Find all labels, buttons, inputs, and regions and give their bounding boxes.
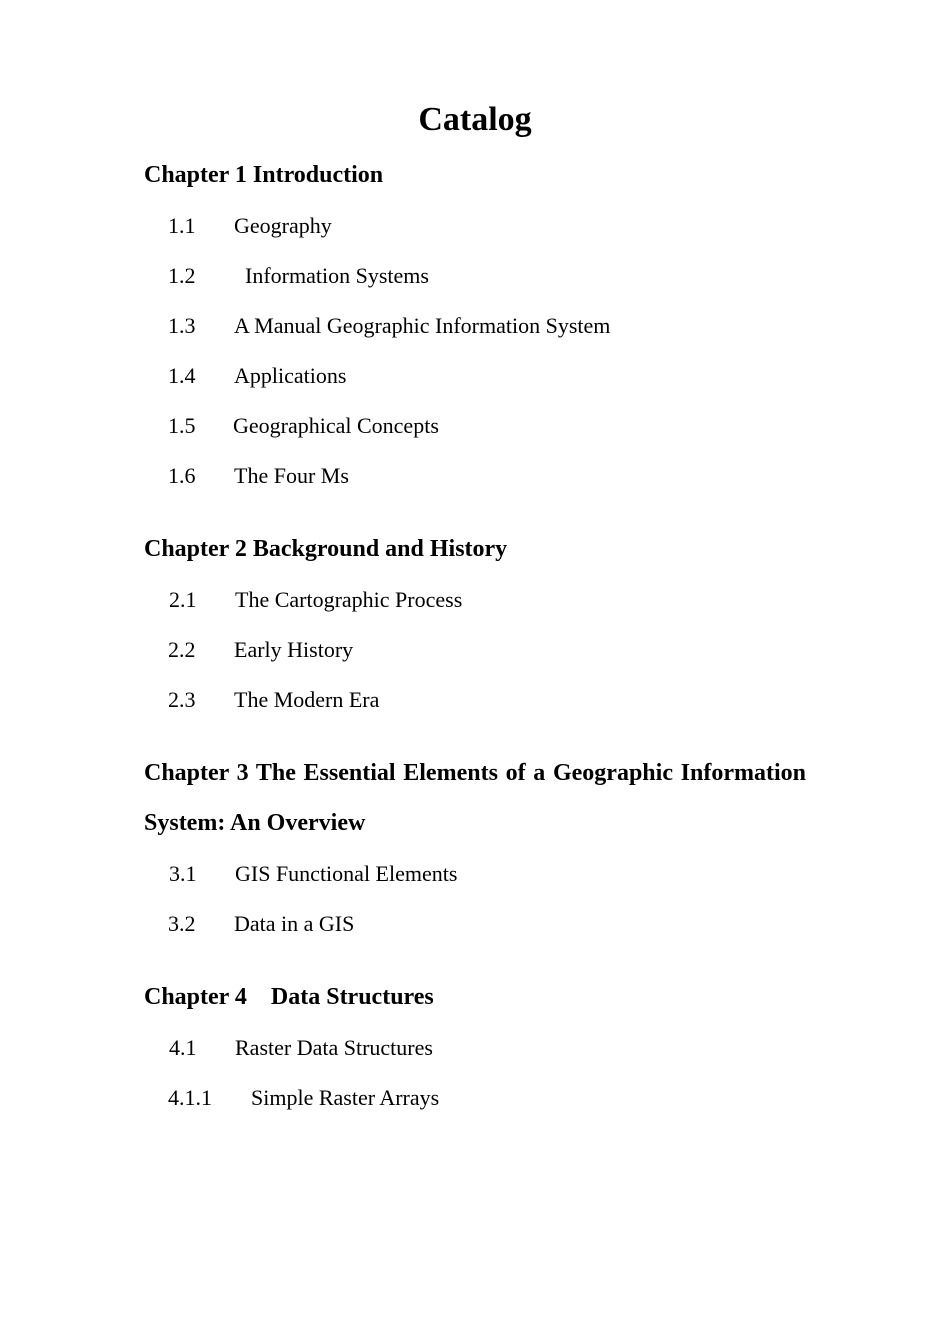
section-title: Geographical Concepts <box>233 413 439 438</box>
section-number: 1.3 <box>168 313 196 338</box>
section-number: 1.4 <box>168 363 196 388</box>
section-title: Applications <box>234 363 347 388</box>
page-title: Catalog <box>418 101 532 138</box>
section-title: The Modern Era <box>234 687 380 712</box>
section-number: 1.5 <box>168 413 196 438</box>
section-number: 1.6 <box>168 463 196 488</box>
section-number: 2.2 <box>168 637 196 662</box>
section-title: Geography <box>234 213 332 238</box>
section-number: 2.1 <box>169 587 197 612</box>
chapter-3-heading: Chapter 3 The Essential Elements of a Geographic Information System: An Overview <box>144 760 806 836</box>
section-number: 4.1.1 <box>168 1085 212 1110</box>
section-number: 4.1 <box>169 1035 197 1060</box>
section-title: Information Systems <box>245 263 429 288</box>
section-title: A Manual Geographic Information System <box>234 313 611 338</box>
chapter-2-heading: Chapter 2 Background and History <box>144 536 508 562</box>
chapter-1-heading: Chapter 1 Introduction <box>144 162 384 188</box>
chapter-4-heading: Chapter 4 Data Structures <box>144 984 434 1010</box>
section-number: 2.3 <box>168 687 196 712</box>
section-number: 3.2 <box>168 911 196 936</box>
section-title: Simple Raster Arrays <box>251 1085 440 1110</box>
section-title: Raster Data Structures <box>235 1035 433 1060</box>
section-number: 1.1 <box>168 213 196 238</box>
section-title: GIS Functional Elements <box>235 861 458 886</box>
section-title: The Cartographic Process <box>235 587 463 612</box>
section-title: The Four Ms <box>234 463 349 488</box>
section-title: Data in a GIS <box>234 911 355 936</box>
section-number: 3.1 <box>169 861 197 886</box>
section-title: Early History <box>234 637 354 662</box>
section-number: 1.2 <box>168 263 196 288</box>
